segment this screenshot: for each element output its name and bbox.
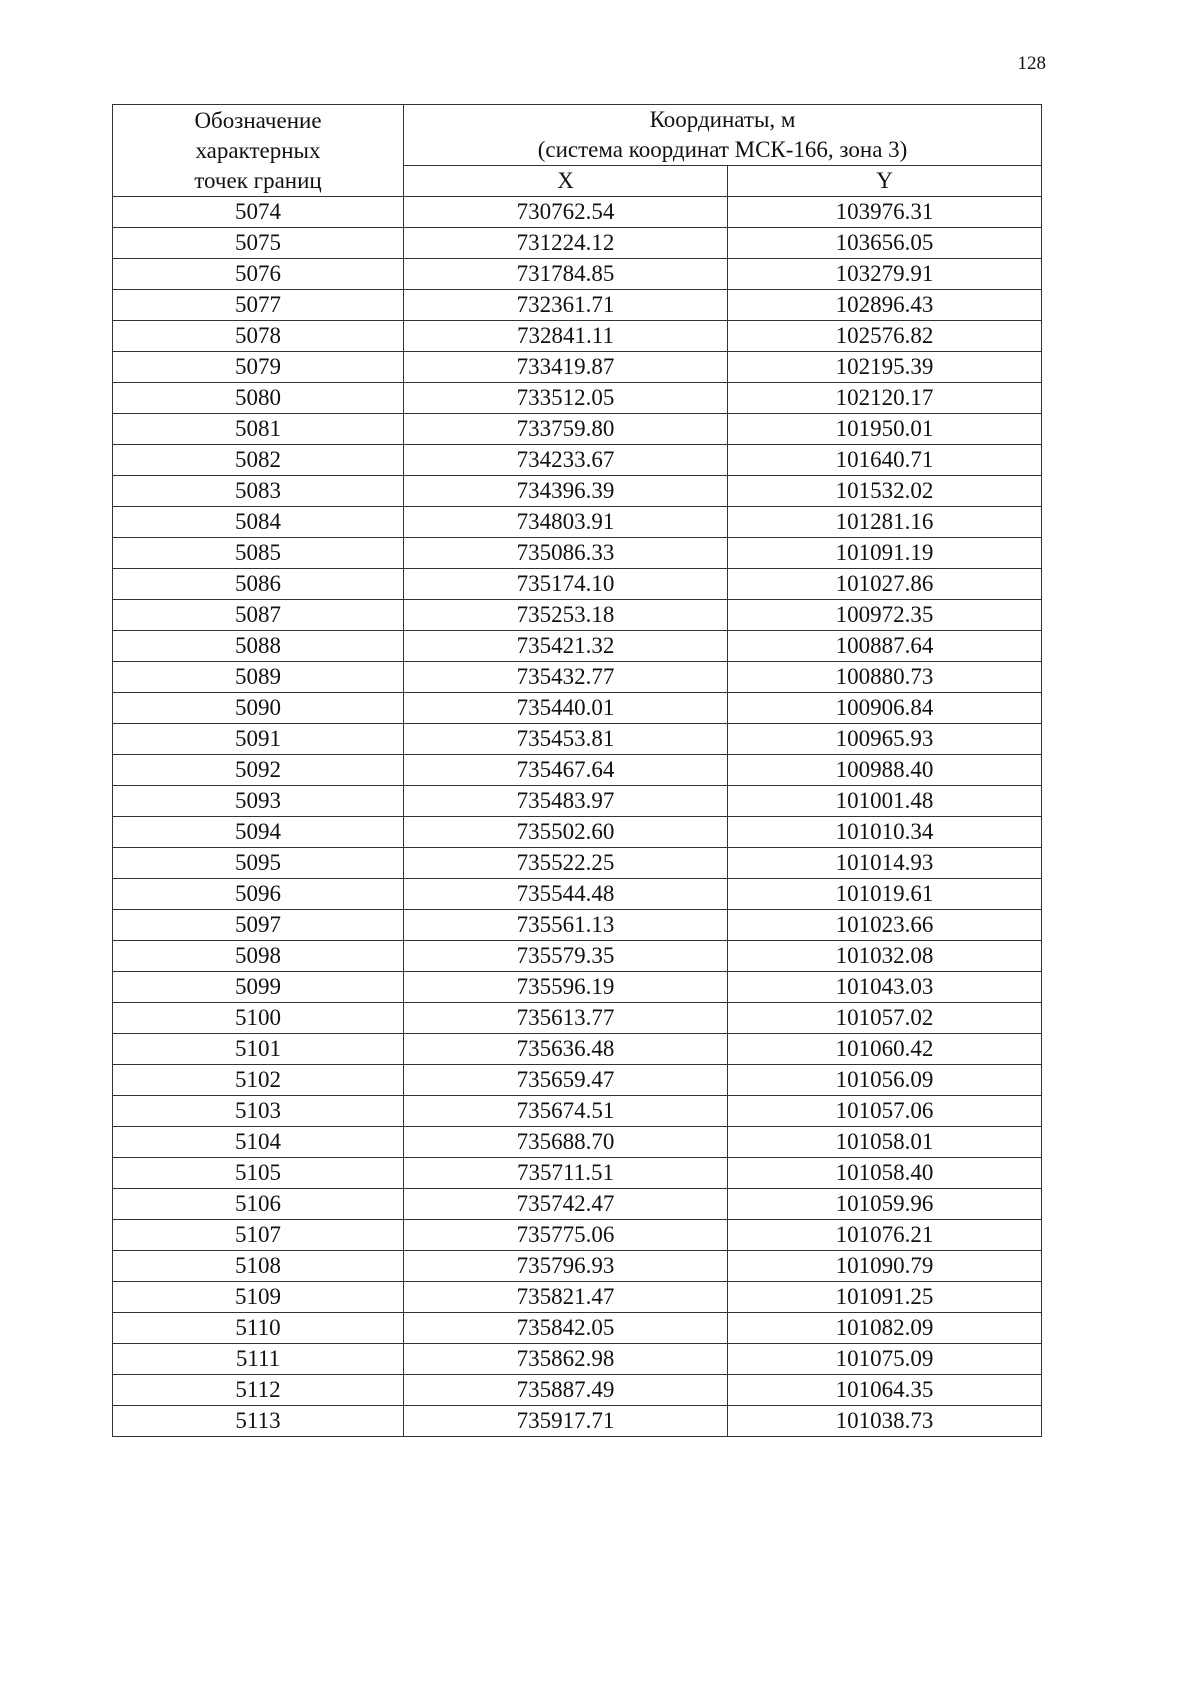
y-coordinate-cell: 102120.17 — [728, 383, 1042, 414]
point-id-cell: 5088 — [113, 631, 404, 662]
point-id-cell: 5099 — [113, 972, 404, 1003]
x-coordinate-cell: 735483.97 — [404, 786, 728, 817]
table-row — [113, 1003, 1042, 1034]
y-coordinate-cell: 101001.48 — [728, 786, 1042, 817]
coordinates-header — [404, 105, 1042, 166]
table-row — [113, 538, 1042, 569]
y-coordinate-cell: 101950.01 — [728, 414, 1042, 445]
point-id-cell: 5095 — [113, 848, 404, 879]
table-row — [113, 848, 1042, 879]
table-row — [113, 1034, 1042, 1065]
x-coordinate-cell: 735502.60 — [404, 817, 728, 848]
x-coordinate-cell: 735613.77 — [404, 1003, 728, 1034]
point-id-cell: 5107 — [113, 1220, 404, 1251]
table-row — [113, 476, 1042, 507]
table-row — [113, 972, 1042, 1003]
point-id-cell: 5085 — [113, 538, 404, 569]
point-id-cell: 5111 — [113, 1344, 404, 1375]
x-coordinate-cell: 732361.71 — [404, 290, 728, 321]
y-coordinate-cell: 101281.16 — [728, 507, 1042, 538]
x-coordinate-cell: 735742.47 — [404, 1189, 728, 1220]
point-header-line: характерных — [195, 137, 321, 163]
point-id-cell: 5091 — [113, 724, 404, 755]
y-coordinate-cell: 101058.40 — [728, 1158, 1042, 1189]
x-coordinate-cell: 735917.71 — [404, 1406, 728, 1437]
y-coordinate-cell: 101057.02 — [728, 1003, 1042, 1034]
table-row — [113, 290, 1042, 321]
x-coordinate-cell: 735544.48 — [404, 879, 728, 910]
table-row — [113, 321, 1042, 352]
x-coordinate-cell: 734233.67 — [404, 445, 728, 476]
table-row — [113, 1282, 1042, 1313]
point-id-cell: 5103 — [113, 1096, 404, 1127]
y-coordinate-cell: 101014.93 — [728, 848, 1042, 879]
table-row — [113, 1375, 1042, 1406]
point-id-cell: 5090 — [113, 693, 404, 724]
y-coordinate-cell: 101064.35 — [728, 1375, 1042, 1406]
point-id-cell: 5086 — [113, 569, 404, 600]
x-coordinate-cell: 735421.32 — [404, 631, 728, 662]
y-coordinate-cell: 101010.34 — [728, 817, 1042, 848]
y-coordinate-cell: 100887.64 — [728, 631, 1042, 662]
x-coordinate-cell: 735775.06 — [404, 1220, 728, 1251]
y-coordinate-cell: 101532.02 — [728, 476, 1042, 507]
x-coordinate-cell: 730762.54 — [404, 197, 728, 228]
x-coordinate-cell: 735467.64 — [404, 755, 728, 786]
y-coordinate-cell: 100880.73 — [728, 662, 1042, 693]
table-row — [113, 383, 1042, 414]
y-coordinate-cell: 100988.40 — [728, 755, 1042, 786]
y-coordinate-cell: 103976.31 — [728, 197, 1042, 228]
y-coordinate-cell: 102195.39 — [728, 352, 1042, 383]
point-id-cell: 5101 — [113, 1034, 404, 1065]
y-coordinate-cell: 102576.82 — [728, 321, 1042, 352]
point-id-cell: 5084 — [113, 507, 404, 538]
table-row — [113, 1127, 1042, 1158]
x-coordinate-cell: 735674.51 — [404, 1096, 728, 1127]
y-coordinate-cell: 101082.09 — [728, 1313, 1042, 1344]
table-row — [113, 1251, 1042, 1282]
y-coordinate-cell: 101091.19 — [728, 538, 1042, 569]
x-coordinate-cell: 735688.70 — [404, 1127, 728, 1158]
y-coordinate-cell: 101075.09 — [728, 1344, 1042, 1375]
table-row — [113, 352, 1042, 383]
y-column-header: Y — [728, 166, 1042, 197]
table-row — [113, 197, 1042, 228]
table-row — [113, 1406, 1042, 1437]
table-row — [113, 910, 1042, 941]
y-coordinate-cell: 101019.61 — [728, 879, 1042, 910]
y-coordinate-cell: 101059.96 — [728, 1189, 1042, 1220]
x-coordinate-cell: 735432.77 — [404, 662, 728, 693]
y-coordinate-cell: 101027.86 — [728, 569, 1042, 600]
table-row — [113, 1189, 1042, 1220]
point-id-cell: 5110 — [113, 1313, 404, 1344]
y-coordinate-cell: 101038.73 — [728, 1406, 1042, 1437]
x-coordinate-cell: 734803.91 — [404, 507, 728, 538]
y-coordinate-cell: 101076.21 — [728, 1220, 1042, 1251]
y-coordinate-cell: 101090.79 — [728, 1251, 1042, 1282]
point-id-cell: 5104 — [113, 1127, 404, 1158]
point-id-cell: 5074 — [113, 197, 404, 228]
y-coordinate-cell: 101060.42 — [728, 1034, 1042, 1065]
y-coordinate-cell: 100972.35 — [728, 600, 1042, 631]
table-row — [113, 507, 1042, 538]
x-coordinate-cell: 735796.93 — [404, 1251, 728, 1282]
x-coordinate-cell: 733759.80 — [404, 414, 728, 445]
coordinates-header-line: (система координат МСК-166, зона 3) — [537, 137, 908, 162]
y-coordinate-cell: 101043.03 — [728, 972, 1042, 1003]
point-id-cell: 5087 — [113, 600, 404, 631]
x-coordinate-cell: 733419.87 — [404, 352, 728, 383]
x-coordinate-cell: 735579.35 — [404, 941, 728, 972]
table-row — [113, 1313, 1042, 1344]
x-coordinate-cell: 735636.48 — [404, 1034, 728, 1065]
point-id-cell: 5113 — [113, 1406, 404, 1437]
coordinates-header-line: Координаты, м — [649, 107, 796, 132]
point-id-cell: 5094 — [113, 817, 404, 848]
table-row — [113, 600, 1042, 631]
y-coordinate-cell: 101091.25 — [728, 1282, 1042, 1313]
table-row — [113, 1344, 1042, 1375]
point-id-cell: 5077 — [113, 290, 404, 321]
table-row — [113, 631, 1042, 662]
table-row — [113, 259, 1042, 290]
x-coordinate-cell: 735086.33 — [404, 538, 728, 569]
x-coordinate-cell: 735561.13 — [404, 910, 728, 941]
y-coordinate-cell: 101023.66 — [728, 910, 1042, 941]
point-id-cell: 5093 — [113, 786, 404, 817]
x-coordinate-cell: 735821.47 — [404, 1282, 728, 1313]
point-id-cell: 5105 — [113, 1158, 404, 1189]
point-id-cell: 5080 — [113, 383, 404, 414]
table-row — [113, 941, 1042, 972]
coordinates-table — [112, 104, 1042, 1437]
point-id-cell: 5082 — [113, 445, 404, 476]
point-id-cell: 5083 — [113, 476, 404, 507]
x-coordinate-cell: 735659.47 — [404, 1065, 728, 1096]
table-row — [113, 445, 1042, 476]
point-id-cell: 5106 — [113, 1189, 404, 1220]
x-coordinate-cell: 735711.51 — [404, 1158, 728, 1189]
point-id-cell: 5081 — [113, 414, 404, 445]
point-id-cell: 5112 — [113, 1375, 404, 1406]
table-row — [113, 786, 1042, 817]
point-id-cell: 5108 — [113, 1251, 404, 1282]
point-id-cell: 5078 — [113, 321, 404, 352]
table-row — [113, 1065, 1042, 1096]
table-row — [113, 1096, 1042, 1127]
point-id-cell: 5102 — [113, 1065, 404, 1096]
table-row — [113, 414, 1042, 445]
point-header-line: Обозначение — [194, 107, 322, 133]
x-coordinate-cell: 732841.11 — [404, 321, 728, 352]
table-row — [113, 755, 1042, 786]
x-coordinate-cell: 735522.25 — [404, 848, 728, 879]
table-body — [113, 197, 1042, 1437]
table-row — [113, 662, 1042, 693]
point-id-cell: 5089 — [113, 662, 404, 693]
x-coordinate-cell: 735596.19 — [404, 972, 728, 1003]
x-coordinate-cell: 735887.49 — [404, 1375, 728, 1406]
point-id-cell: 5076 — [113, 259, 404, 290]
table-row — [113, 569, 1042, 600]
x-coordinate-cell: 735842.05 — [404, 1313, 728, 1344]
x-coordinate-cell: 735174.10 — [404, 569, 728, 600]
point-designation-header — [113, 105, 404, 197]
point-id-cell: 5109 — [113, 1282, 404, 1313]
table-row — [113, 724, 1042, 755]
table-row — [113, 1220, 1042, 1251]
point-id-cell: 5079 — [113, 352, 404, 383]
point-id-cell: 5096 — [113, 879, 404, 910]
y-coordinate-cell: 101056.09 — [728, 1065, 1042, 1096]
x-coordinate-cell: 735862.98 — [404, 1344, 728, 1375]
y-coordinate-cell: 103279.91 — [728, 259, 1042, 290]
table-row — [113, 879, 1042, 910]
y-coordinate-cell: 101032.08 — [728, 941, 1042, 972]
x-coordinate-cell: 731224.12 — [404, 228, 728, 259]
y-coordinate-cell: 101057.06 — [728, 1096, 1042, 1127]
x-coordinate-cell: 735440.01 — [404, 693, 728, 724]
x-coordinate-cell: 735453.81 — [404, 724, 728, 755]
x-coordinate-cell: 734396.39 — [404, 476, 728, 507]
table-header — [113, 105, 1042, 197]
table-row — [113, 817, 1042, 848]
x-coordinate-cell: 735253.18 — [404, 600, 728, 631]
point-header-line: точек границ — [194, 167, 322, 193]
y-coordinate-cell: 101640.71 — [728, 445, 1042, 476]
x-coordinate-cell: 733512.05 — [404, 383, 728, 414]
point-id-cell: 5092 — [113, 755, 404, 786]
point-id-cell: 5100 — [113, 1003, 404, 1034]
point-id-cell: 5075 — [113, 228, 404, 259]
y-coordinate-cell: 100965.93 — [728, 724, 1042, 755]
point-id-cell: 5097 — [113, 910, 404, 941]
x-coordinate-cell: 731784.85 — [404, 259, 728, 290]
table-row — [113, 228, 1042, 259]
point-id-cell: 5098 — [113, 941, 404, 972]
y-coordinate-cell: 101058.01 — [728, 1127, 1042, 1158]
table-row — [113, 1158, 1042, 1189]
y-coordinate-cell: 103656.05 — [728, 228, 1042, 259]
x-column-header: X — [404, 166, 728, 197]
table-row — [113, 693, 1042, 724]
y-coordinate-cell: 102896.43 — [728, 290, 1042, 321]
page-number: 128 — [1017, 53, 1046, 74]
y-coordinate-cell: 100906.84 — [728, 693, 1042, 724]
